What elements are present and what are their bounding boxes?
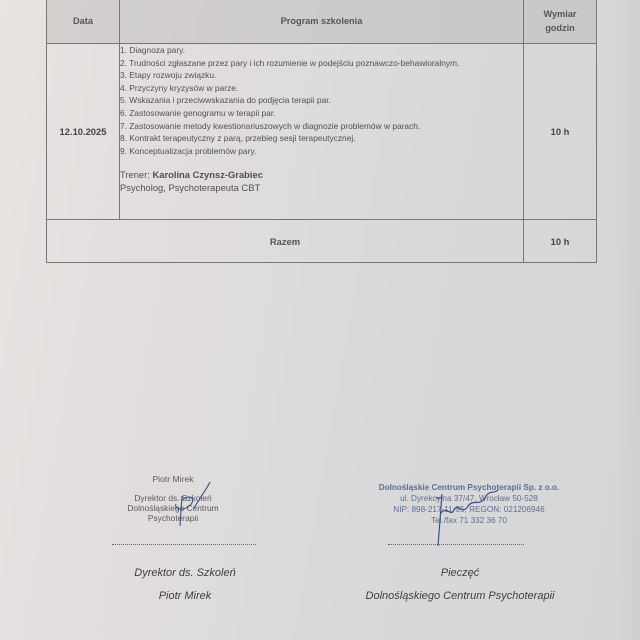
stamp-caption <box>330 562 590 608</box>
header-hours-label: Wymiar godzin <box>543 9 577 33</box>
stamp-name: Piotr Mirek <box>152 474 194 484</box>
stamp-caption-title: Pieczęć <box>440 567 480 579</box>
session-hours: 10 h <box>524 44 597 220</box>
total-hours: 10 h <box>524 220 597 263</box>
stamp-ids: NIP: 898-217-11-95, REGON: 021206946 <box>393 505 545 514</box>
header-date: Data <box>47 0 120 44</box>
stamp-line-1: Dyrektor ds. Szkoleń <box>134 493 212 503</box>
session-date: 12.10.2025 <box>47 44 120 220</box>
stamp-company: Dolnośląskie Centrum Psychoterapii Sp. z o.o. <box>378 483 560 492</box>
trainer-title: Psycholog, Psychoterapeuta CBT <box>120 181 261 193</box>
table-header-row <box>47 0 597 44</box>
stamp-signature-line <box>388 544 524 545</box>
header-program: Program szkolenia <box>120 0 524 44</box>
trainer-name: Karolina Czynsz-Grabiec <box>152 169 263 181</box>
page-edge-shadow <box>614 0 640 640</box>
director-caption-title: Dyrektor ds. Szkoleń <box>134 567 236 579</box>
program-cell <box>120 44 524 220</box>
trainer-label: Trener: <box>120 169 153 181</box>
stamp-line-2: Dolnośląskiego Centrum <box>127 503 219 513</box>
training-program-table <box>46 0 597 263</box>
program-item-1: 1. Diagnoza pary. <box>120 45 186 55</box>
program-item-6: 6. Zastosowanie genogramu w terapii par. <box>120 107 276 118</box>
trainer-info <box>120 169 523 194</box>
program-item-2: 2. Trudności zgłaszane przez pary i ich rozumienie w podejściu poznawczo-behawioralnym. <box>120 57 460 68</box>
header-hours <box>524 0 597 44</box>
director-caption <box>95 562 275 608</box>
program-item-4: 4. Przyczyny kryzysów w parze. <box>120 82 239 93</box>
stamp-caption-org: Dolnośląskiego Centrum Psychoterapii <box>365 590 555 602</box>
program-item-7: 7. Zastosowanie metody kwestionariuszowych w diagnozie problemów w parach. <box>120 120 421 131</box>
table-row <box>47 44 597 220</box>
stamp-address: ul. Dyrekcyjna 37/47, Wrocław 50-528 <box>400 494 538 503</box>
total-label: Razem <box>47 220 524 263</box>
stamp-phone: Tel./fax 71 332 36 70 <box>430 516 508 525</box>
director-stamp <box>108 474 238 523</box>
program-item-9: 9. Konceptualizacja problemów pary. <box>120 145 257 156</box>
stamp-line-3: Psychoterapii <box>147 513 199 523</box>
director-caption-name: Piotr Mirek <box>158 590 212 602</box>
total-row <box>47 220 597 263</box>
director-signature-line <box>112 544 256 545</box>
company-stamp <box>362 482 576 526</box>
program-item-5: 5. Wskazania i przeciwwskazania do podjęcia terapii par. <box>120 95 331 106</box>
program-item-8: 8. Kontrakt terapeutyczny z parą, przebieg sesji terapeutycznej. <box>120 133 356 144</box>
program-item-3: 3. Etapy rozwoju związku. <box>120 70 217 81</box>
